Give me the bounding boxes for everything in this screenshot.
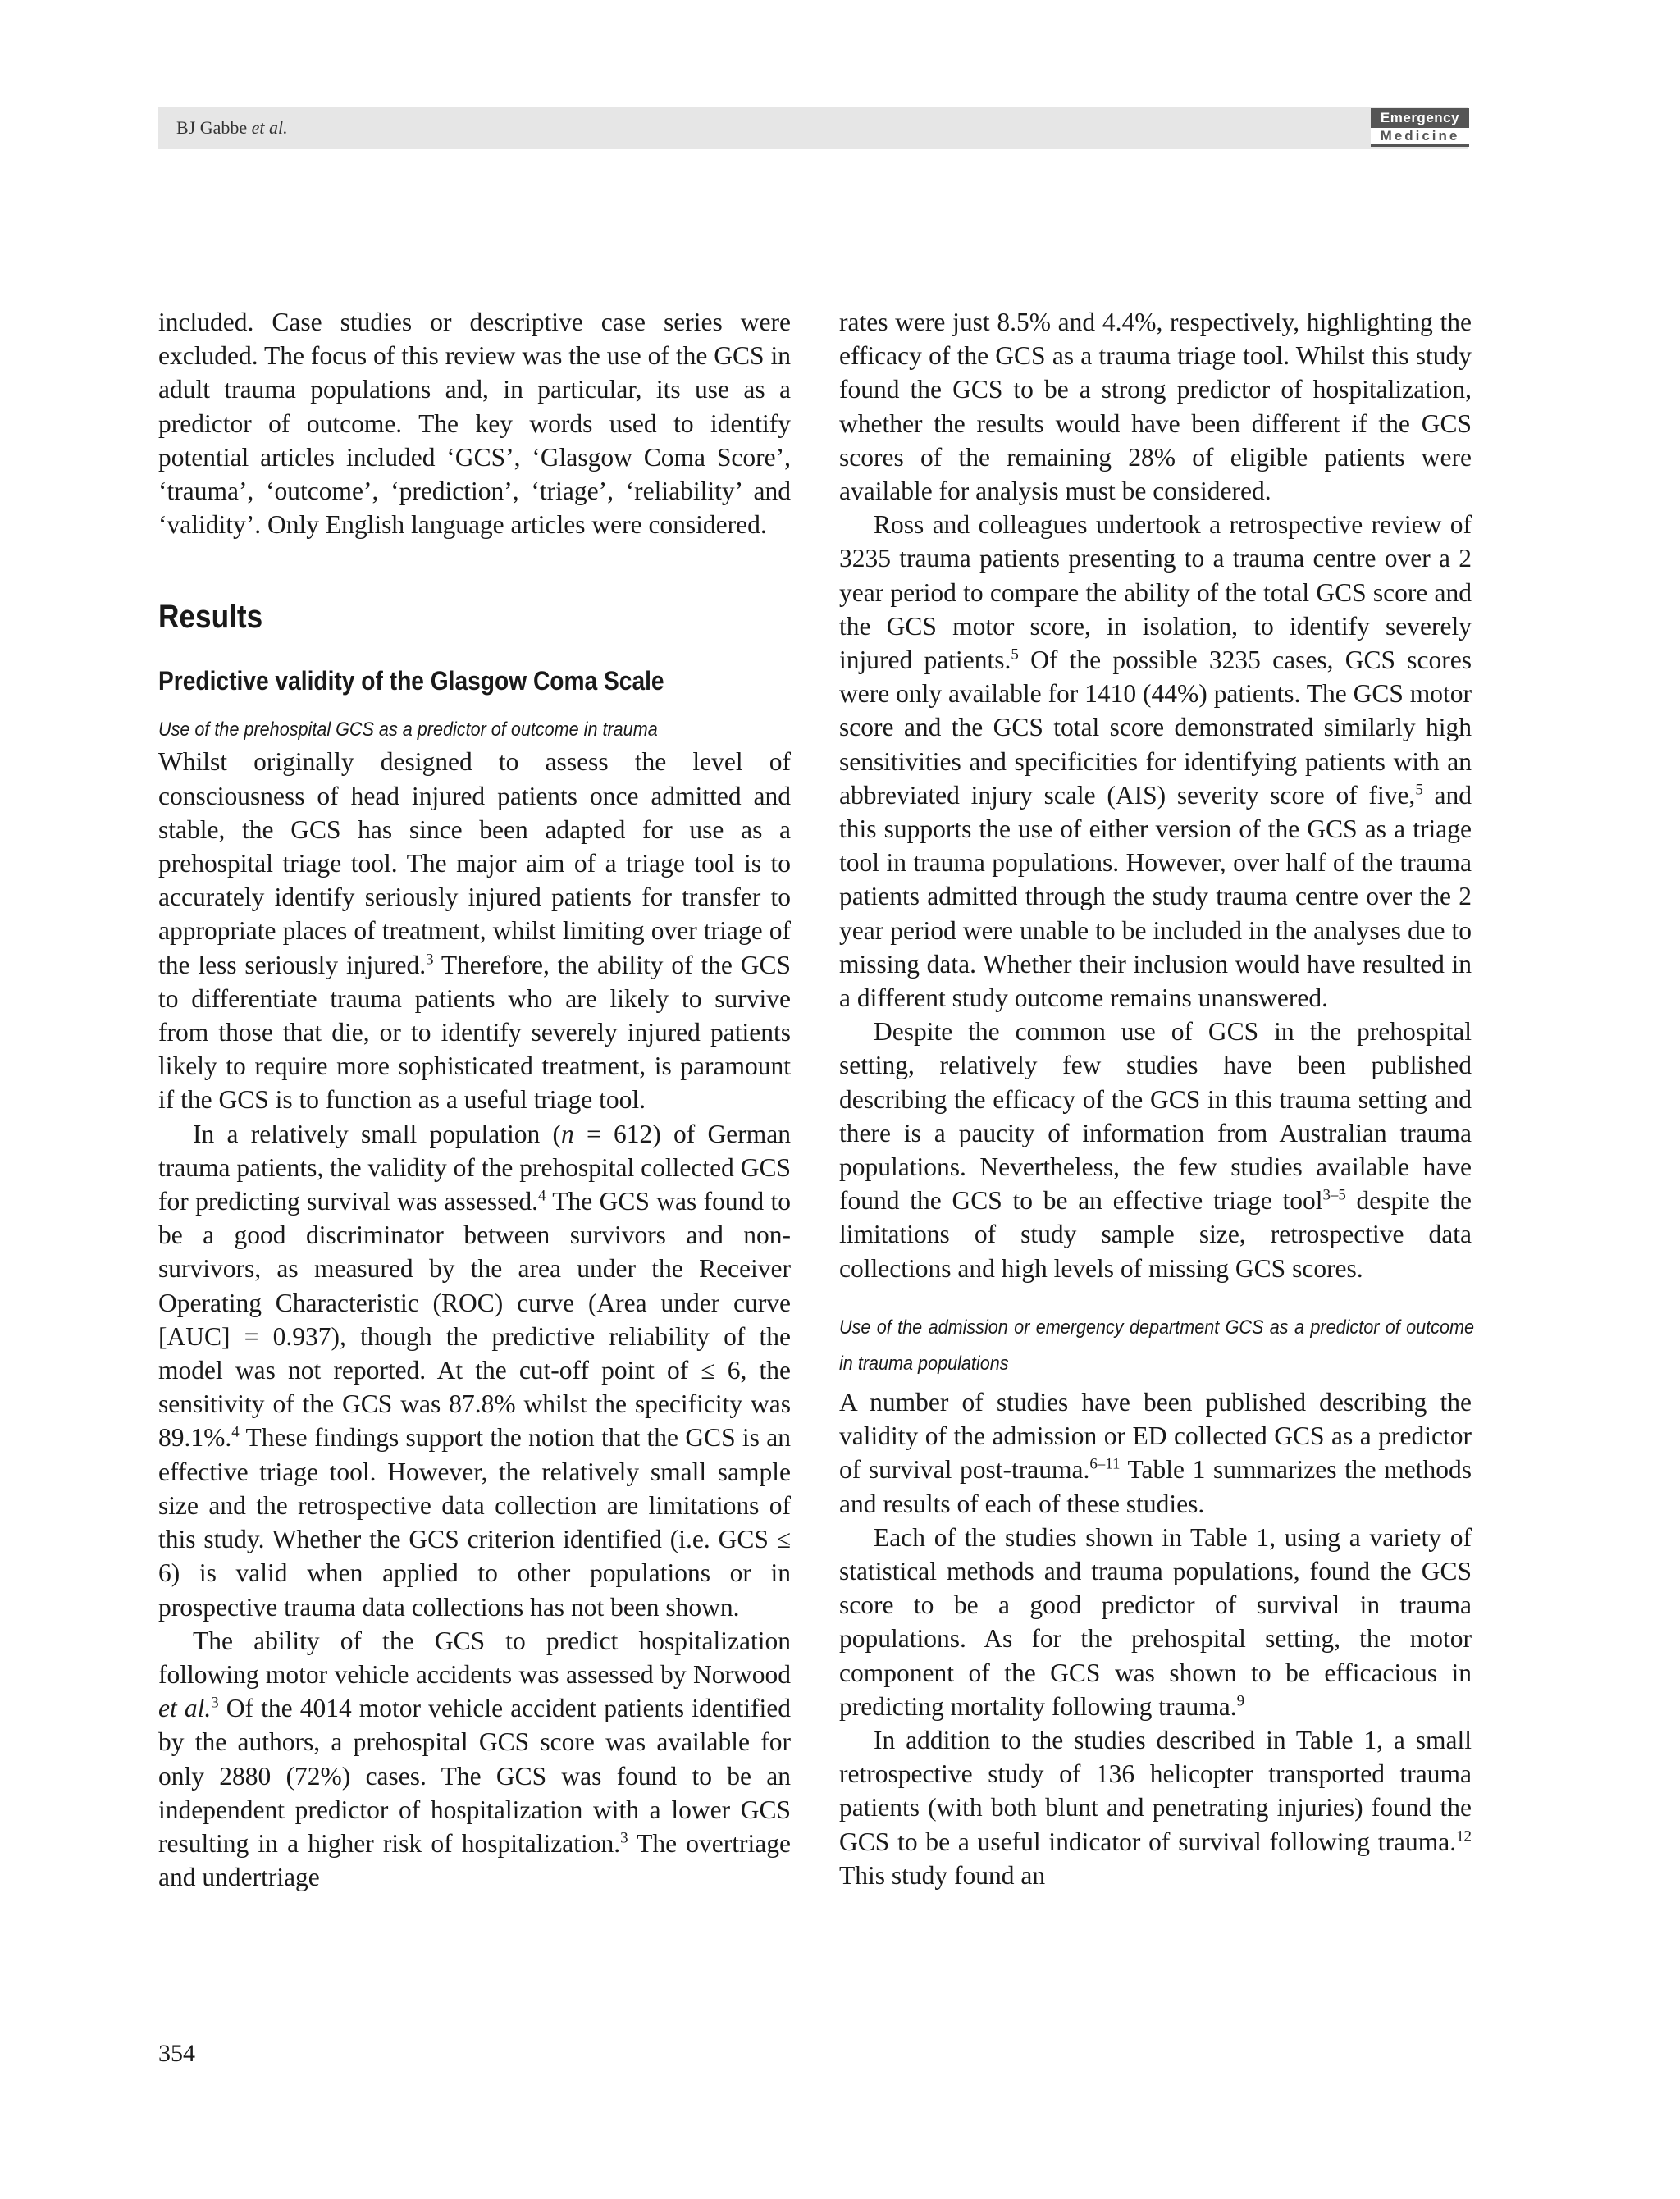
text: despite the limitations of study sample size, retrospective data collections and high levels of missing GCS scores. bbox=[839, 1186, 1472, 1283]
text: Ross and colleagues undertook a retrospective review of 3235 trauma patients presenting to a trauma centre over a 2 year period to compare the ability of the total GCS score and the GCS motor score, in isolation, to identify severely injured patients. bbox=[839, 510, 1472, 675]
text: These findings support the notion that the GCS is an effective triage tool. However, the relatively small sample size and the retrospective data collection are limitations of this study. Whether the GCS criterion identified (i.e. GCS ≤ 6) is valid when applied to other populations or in prospective trauma data collections has not been shown. bbox=[158, 1423, 791, 1622]
citation: 5 bbox=[1415, 781, 1423, 799]
paragraph-ross-study bbox=[839, 508, 1472, 1015]
citation: 6–11 bbox=[1089, 1455, 1121, 1473]
subsubsection-heading-prehospital: Use of the prehospital GCS as a predictor of outcome in trauma bbox=[158, 719, 658, 741]
journal-logo bbox=[1371, 108, 1469, 148]
citation: 4 bbox=[538, 1187, 546, 1205]
text: Therefore, the ability of the GCS to differentiate trauma patients who are likely to survive from those that die, or to identify severely injured patients likely to require more sophisticated treatment, is paramount if the GCS is to function as a useful triage tool. bbox=[158, 950, 791, 1115]
subsubsection-heading-admission: Use of the admission or emergency department GCS as a predictor of outcome in trauma populations bbox=[839, 1316, 1474, 1375]
text: Of the 4014 motor vehicle accident patients identified by the authors, a prehospital GCS score was available for only 2880 (72%) cases. The GCS was found to be an independent predictor of hospitalization with a lower GCS resulting in a higher risk of hospitalization. bbox=[158, 1694, 791, 1858]
paragraph-helicopter-study bbox=[839, 1723, 1472, 1892]
citation: 4 bbox=[231, 1424, 240, 1442]
text: The ability of the GCS to predict hospitalization following motor vehicle accidents was assessed by Norwood bbox=[158, 1626, 791, 1689]
page-number: 354 bbox=[158, 2040, 195, 2067]
paragraph-triage-rates: rates were just 8.5% and 4.4%, respectively, highlighting the efficacy of the GCS as a trauma triage tool. Whilst this study found the GCS to be a strong predictor of hospitalization, whether the results would have been different if the GCS scores of the remaining 28% of eligible patients were available for analysis must be considered. bbox=[839, 308, 1472, 506]
italic-n: n bbox=[560, 1119, 574, 1148]
text: = 612) of German trauma patients, the validity of the prehospital collected GCS for predicting survival was assessed. bbox=[158, 1119, 792, 1216]
citation: 3 bbox=[620, 1829, 628, 1847]
italic-etal: et al. bbox=[158, 1694, 212, 1723]
text: Of the possible 3235 cases, GCS scores were only available for 1410 (44%) patients. The GCS motor score and the GCS total score demonstrated similarly high sensitivities and specificities for identifying patients with an abbreviated injury scale (AIS) severity score of five, bbox=[839, 646, 1472, 810]
paragraph-german-study bbox=[158, 1117, 791, 1624]
paragraph-norwood-study bbox=[158, 1624, 791, 1895]
text: Table 1 summarizes the methods and results of each of these studies. bbox=[839, 1455, 1472, 1518]
text: Each of the studies shown in Table 1, using a variety of statistical methods and trauma populations, found the GCS score to be a good predictor of survival in trauma populations. As for the prehospital setting, the motor component of the GCS was shown to be efficacious in predicting mortality following trauma. bbox=[839, 1522, 1472, 1721]
header-author bbox=[176, 117, 288, 139]
citation: 3 bbox=[211, 1694, 219, 1712]
section-heading-results: Results bbox=[158, 599, 263, 636]
citation: 9 bbox=[1236, 1692, 1245, 1710]
citation: 3 bbox=[426, 951, 434, 969]
header-author-name: BJ Gabbe bbox=[176, 117, 248, 138]
text: A number of studies have been published describing the validity of the admission or ED collected GCS as a predictor of survival post-trauma. bbox=[839, 1387, 1472, 1485]
citation: 12 bbox=[1456, 1827, 1472, 1845]
paragraph-number-of-studies bbox=[839, 1385, 1472, 1521]
subsection-heading: Predictive validity of the Glasgow Coma Scale bbox=[158, 666, 664, 696]
journal-logo-bottom: Medicine bbox=[1371, 128, 1469, 147]
paragraph-despite bbox=[839, 1015, 1472, 1285]
text: The GCS was found to be a good discriminator between survivors and non-survivors, as measured by the area under the Receiver Operating Characteristic (ROC) curve (Area under curve [AUC] = 0.937), though the predictive reliability of the model was not reported. At the cut-off point of ≤ 6, the sensitivity of the GCS was 87.8% whilst the specificity was 89.1%. bbox=[158, 1187, 791, 1453]
citation: 5 bbox=[1011, 646, 1019, 664]
text: Whilst originally designed to assess the level of consciousness of head injured patients once admitted and stable, the GCS has since been adapted for use as a prehospital triage tool. The major aim of a triage tool is to accurately identify seriously injured patients for transfer to appropriate places of treatment, whilst limiting over triage of the less seriously injured. bbox=[158, 747, 791, 979]
running-header bbox=[158, 107, 1468, 149]
right-column bbox=[839, 305, 1472, 1892]
text: The overtriage and undertriage bbox=[158, 1828, 791, 1892]
text: Despite the common use of GCS in the prehospital setting, relatively few studies have been published describing the efficacy of the GCS in this trauma setting and there is a paucity of information from Australian trauma populations. Nevertheless, the few studies available have found the GCS to be an effective triage tool bbox=[839, 1017, 1472, 1216]
left-column bbox=[158, 305, 791, 1894]
header-author-etal: et al. bbox=[251, 117, 288, 138]
text: This study found an bbox=[839, 1860, 1046, 1890]
paragraph-each-study bbox=[839, 1521, 1472, 1723]
citation: 3–5 bbox=[1322, 1186, 1346, 1204]
text: In addition to the studies described in Table 1, a small retrospective study of 136 helicopter transported trauma patients (with both blunt and penetrating injuries) found the GCS to be a useful indicator of survival following trauma. bbox=[839, 1725, 1472, 1856]
paragraph-prehospital-triage bbox=[158, 745, 791, 1116]
intro-paragraph: included. Case studies or descriptive case series were excluded. The focus of this review was the use of the GCS in adult trauma populations and, in particular, its use as a predictor of outcome. The key words used to identify potential articles included ‘GCS’, ‘Glasgow Coma Score’, ‘trauma’, ‘outcome’, ‘prediction’, ‘triage’, ‘reliability’ and ‘validity’. Only English language articles were considered. bbox=[158, 308, 791, 540]
text: In a relatively small population ( bbox=[193, 1119, 561, 1148]
journal-logo-top: Emergency bbox=[1371, 108, 1469, 128]
text: and this supports the use of either version of the GCS as a triage tool in trauma populations. However, over half of the trauma patients admitted through the study trauma centre over the 2 year period were unable to be included in the analyses due to missing data. Whether their inclusion would have resulted in a different study outcome remains unanswered. bbox=[839, 780, 1472, 1013]
